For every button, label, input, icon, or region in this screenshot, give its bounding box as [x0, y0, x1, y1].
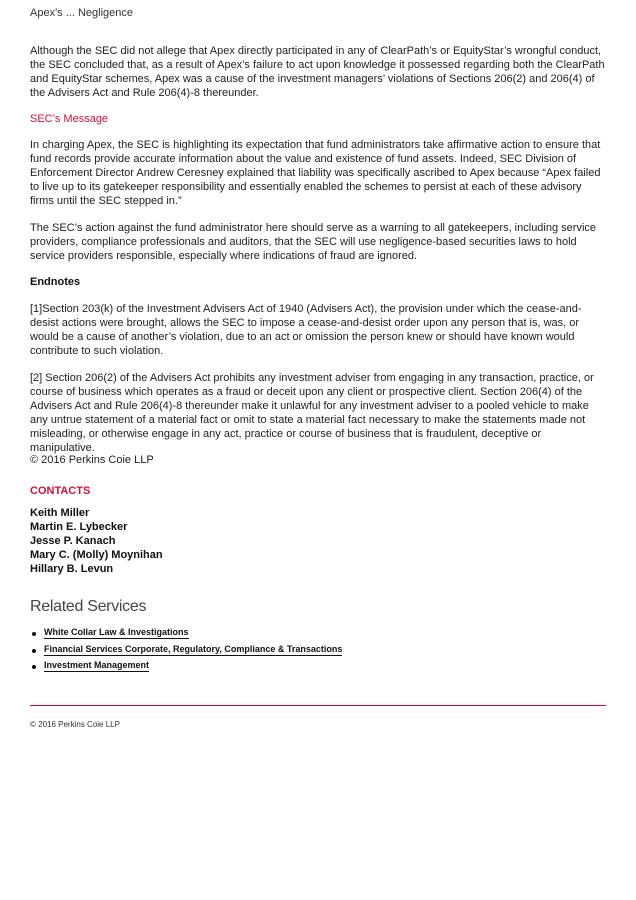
related-services-heading: Related Services — [30, 598, 147, 615]
related-services-list — [30, 627, 342, 677]
contact-name[interactable]: Hillary B. Levun — [30, 563, 114, 576]
endnotes-heading: Endnotes — [30, 276, 81, 288]
service-link-financial-services[interactable]: Financial Services Corporate, Regulatory, Compliance & Transactions — [44, 643, 343, 654]
contact-name[interactable]: Mary C. (Molly) Moynihan — [30, 549, 163, 562]
contacts-list — [30, 506, 163, 576]
service-item — [30, 644, 342, 661]
warning-paragraph: The SEC’s action against the fund administrator here should serve as a warning to all gatekeepers, including service providers, compliance professionals and auditors, that the SEC will use negligence-based securities laws to hold service providers responsible, especially where indications of fraud are ignored. — [30, 222, 597, 263]
contact-name[interactable]: Keith Miller — [30, 507, 90, 519]
service-link-investment-management[interactable]: Investment Management — [44, 660, 150, 670]
bullet-icon — [32, 632, 36, 636]
endnote-2: [2] Section 206(2) of the Advisers Act prohibits any investment adviser from engaging in any transaction, practice, or course of business which operates as a fraud or deceit upon any client or prospective client. Section 206(4) of the Advisers Act and Rule 206(4)-8 thereunder make it unlawful for any investment adviser to a pooled vehicle to make any untrue statement of a material fact or omit to state a material fact necessary to make the statements made not misleading, or otherwise engage in any act, practice or course of business that is fraudulent, deceptive or manipulative. — [30, 372, 594, 455]
service-item — [30, 627, 342, 644]
contact-name[interactable]: Martin E. Lybecker — [30, 521, 128, 534]
bullet-icon — [32, 649, 36, 653]
footer-copyright: © 2016 Perkins Coie LLP — [30, 720, 120, 729]
truncated-previous-line: Apex's ... Negligence — [30, 7, 133, 19]
contact-name[interactable]: Jesse P. Kanach — [30, 535, 116, 548]
sec-message-heading: SEC’s Message — [30, 113, 109, 125]
bullet-icon — [32, 665, 36, 669]
contacts-heading: CONTACTS — [30, 485, 91, 497]
article-copyright: © 2016 Perkins Coie LLP — [30, 454, 154, 466]
service-item — [30, 660, 342, 677]
intro-paragraph: Although the SEC did not allege that Apex directly participated in any of ClearPath’s or EquityStar’s wrongful conduct, the SEC concluded that, as a result of Apex’s failure to act upon knowledge it possessed regarding both the ClearPath and EquityStar schemes, Apex was a cause of the investment managers’ violations of Sections 206(2) and 206(4) of the Advisers Act and Rule 206(4)-8 thereunder. — [30, 45, 605, 100]
service-link-white-collar[interactable]: White Collar Law & Investigations — [44, 627, 189, 637]
footer-divider — [30, 705, 606, 706]
charging-paragraph: In charging Apex, the SEC is highlighting its expectation that fund administrators take affirmative action to ensure that fund records provide accurate information about the value and existence of fund assets. Indeed, SEC Division of Enforcement Director Andrew Ceresney explained that liability was specifically ascribed to Apex because “Apex failed to live up to its gatekeeper responsibility and essentially enabled the schemes to persist at each of these advisory firms until the SEC stepped in.” — [30, 139, 601, 208]
endnote-1: [1]Section 203(k) of the Investment Advisers Act of 1940 (Advisers Act), the provision under which the cease-and-desist actions were brought, allows the SEC to impose a cease-and-desist order upon any person that is, was, or would be a cause of another’s violation, due to an act or omission the person knew or should have known would contribute to such violation. — [30, 303, 582, 358]
